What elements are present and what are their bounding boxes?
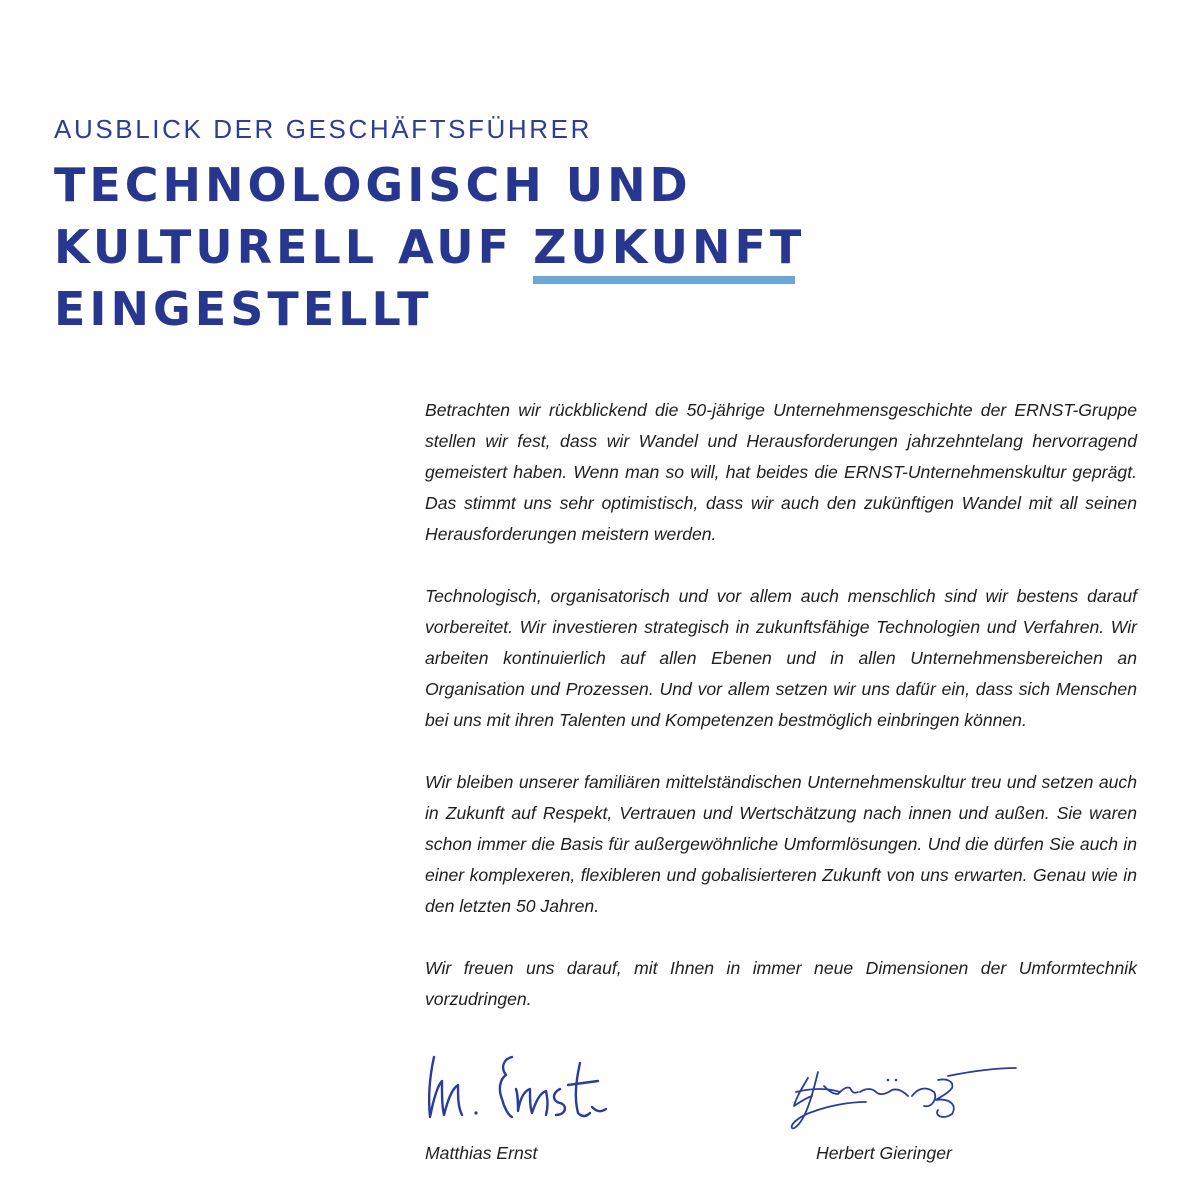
body-paragraph: Wir bleiben unserer familiären mittelständischen Unternehmenskultur treu und setzen auch in Zukunft auf Respekt, Vertrauen und Wertschätzung nach innen und außen. Sie waren schon immer die Basis für außergewöhnliche Umformlösungen. Und die dürfen Sie auch in einer komplexeren, flexibleren und gobalisierteren Zukunft von uns erwarten. Genau wie in den letzten 50 Jahren. bbox=[425, 772, 1137, 916]
title-line-1: TECHNOLOGISCH UND bbox=[54, 158, 692, 212]
title-line-3: EINGESTELLT bbox=[54, 282, 433, 336]
signature-matthias-ernst bbox=[420, 1045, 620, 1125]
letter-body bbox=[425, 395, 1137, 1015]
title-line-2 bbox=[54, 216, 805, 278]
signatory-name: Herbert Gieringer bbox=[816, 1143, 952, 1163]
title-highlight-word: ZUKUNFT bbox=[533, 220, 806, 274]
title-highlight bbox=[533, 216, 805, 278]
handwritten-signature-icon bbox=[420, 1045, 620, 1125]
handwritten-signature-icon bbox=[788, 1058, 1028, 1138]
section-kicker: AUSBLICK DER GESCHÄFTSFÜHRER bbox=[54, 114, 592, 144]
highlight-underline bbox=[533, 276, 795, 284]
body-paragraph: Betrachten wir rückblickend die 50-jährige Unternehmensgeschichte der ERNST-Gruppe stellen wir fest, dass wir Wandel und Herausforderungen jahrzehntelang hervorragend gemeistert haben. Wenn man so will, hat beides die ERNST-Unternehmenskultur geprägt. Das stimmt uns sehr optimistisch, dass wir auch den zukünftigen Wandel mit all seinen Herausforderungen meistern werden. bbox=[425, 400, 1137, 544]
signatory-name: Matthias Ernst bbox=[425, 1143, 538, 1163]
body-paragraph: Wir freuen uns darauf, mit Ihnen in immer neue Dimensionen der Umformtechnik vorzudringen. bbox=[425, 958, 1137, 1009]
title-line-2-prefix: KULTURELL AUF bbox=[54, 220, 534, 274]
page-title bbox=[54, 154, 805, 340]
body-paragraph: Technologisch, organisatorisch und vor allem auch menschlich sind wir bestens darauf vorbereitet. Wir investieren strategisch in zukunftsfähige Technologien und Verfahren. Wir arbeiten kontinuierlich auf allen Ebenen und in allen Unternehmensbereichen an Organisation und Prozessen. Und vor allem setzen wir uns dafür ein, dass sich Menschen bei uns mit ihren Talenten und Kompetenzen bestmöglich einbringen können. bbox=[425, 586, 1137, 730]
signature-herbert-gieringer bbox=[788, 1058, 1028, 1138]
